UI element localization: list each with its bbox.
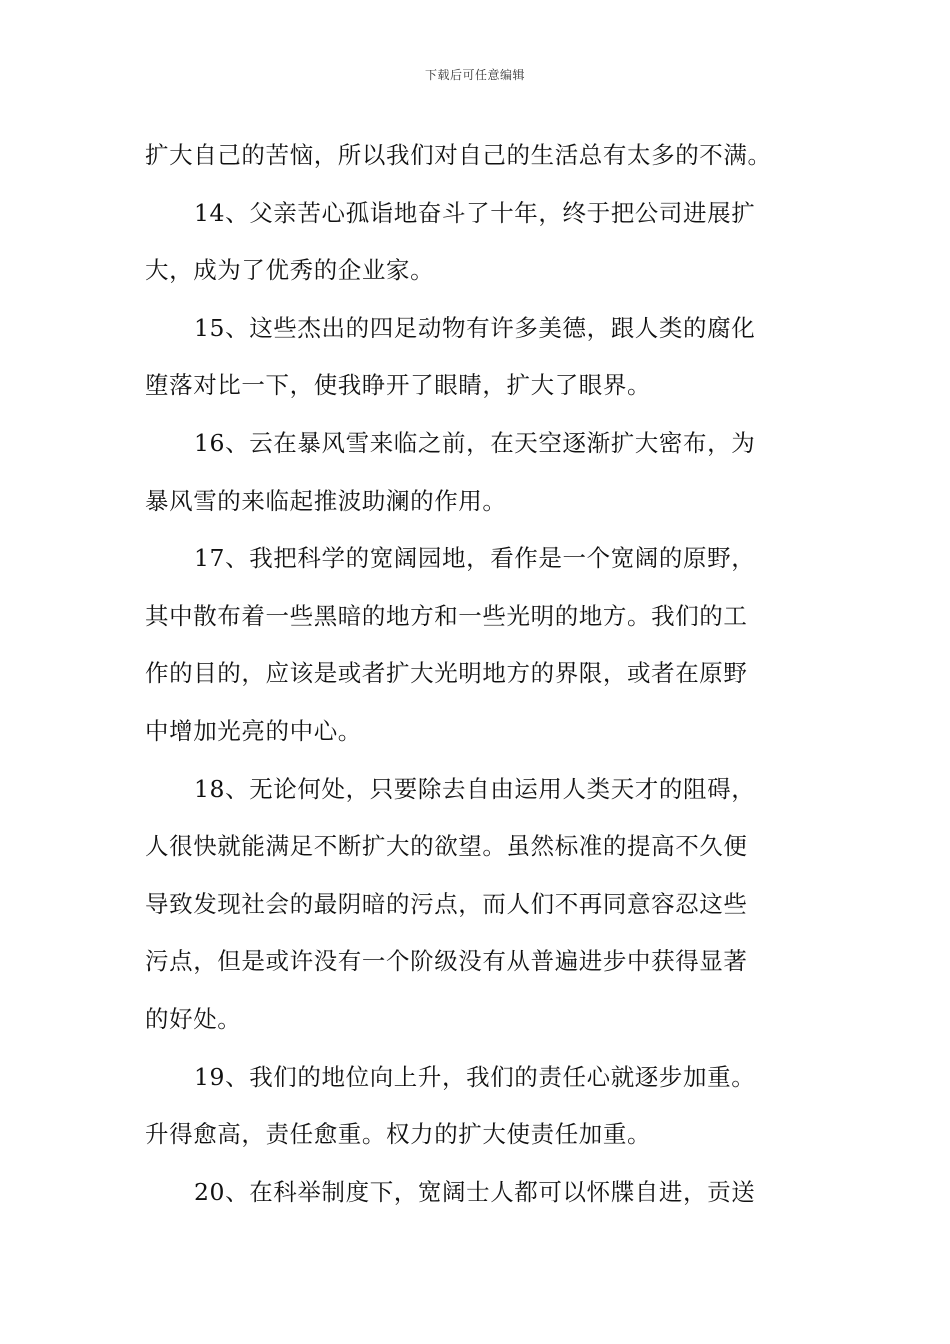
text-line-item-19: 19、我们的地位向上升，我们的责任心就逐步加重。 xyxy=(194,1062,756,1091)
text-line-item-15: 15、这些杰出的四足动物有许多美德，跟人类的腐化 xyxy=(194,313,756,342)
text-line: 其中散布着一些黑暗的地方和一些光明的地方。我们的工 xyxy=(145,601,748,630)
text-line: 大，成为了优秀的企业家。 xyxy=(145,256,435,285)
text-line-item-17: 17、我把科学的宽阔园地，看作是一个宽阔的原野， xyxy=(194,544,756,573)
text-line-item-18: 18、无论何处，只要除去自由运用人类天才的阻碍， xyxy=(194,774,756,803)
text-line: 堕落对比一下，使我睁开了眼睛，扩大了眼界。 xyxy=(145,371,652,400)
text-line-item-14: 14、父亲苦心孤诣地奋斗了十年，终于把公司进展扩 xyxy=(194,198,756,227)
text-line-item-16: 16、云在暴风雪来临之前，在天空逐渐扩大密布，为 xyxy=(194,428,756,457)
body-text xyxy=(145,127,805,1221)
text-line: 暴风雪的来临起推波助澜的作用。 xyxy=(145,486,507,515)
text-line: 作的目的，应该是或者扩大光明地方的界限，或者在原野 xyxy=(145,659,748,688)
page-header: 下载后可任意编辑 xyxy=(424,68,525,82)
text-line-item-20: 20、在科举制度下，宽阔士人都可以怀牒自进，贡送 xyxy=(194,1177,756,1206)
text-line: 人很快就能满足不断扩大的欲望。虽然标准的提高不久便 xyxy=(145,832,748,861)
text-line: 的好处。 xyxy=(145,1004,242,1033)
text-line: 升得愈高，责任愈重。权力的扩大使责任加重。 xyxy=(145,1120,652,1149)
text-line: 中增加光亮的中心。 xyxy=(145,716,362,745)
text-line: 导致发现社会的最阴暗的污点，而人们不再同意容忍这些 xyxy=(145,889,748,918)
text-line: 扩大自己的苦恼，所以我们对自己的生活总有太多的不满。 xyxy=(145,141,772,169)
text-line: 污点，但是或许没有一个阶级没有从普遍进步中获得显著 xyxy=(145,947,748,976)
